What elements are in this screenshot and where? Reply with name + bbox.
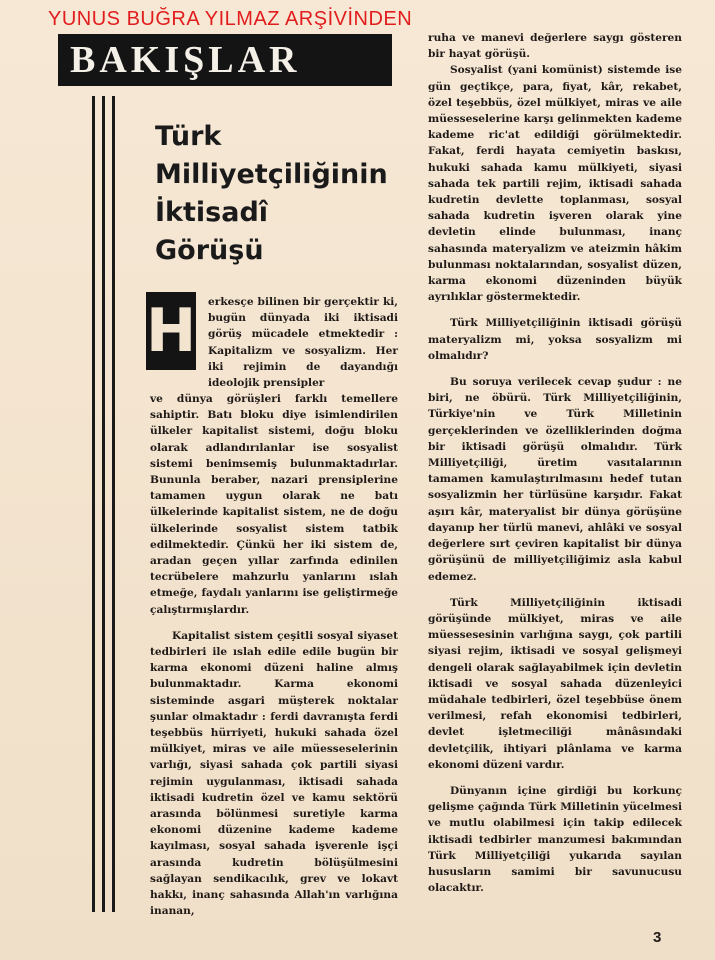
archive-watermark: YUNUS BUĞRA YILMAZ ARŞİVİNDEN [48,8,413,30]
paragraph: Bu soruya verilecek cevap şudur : ne biri, ne öbürü. Türk Milliyetçiliğinin, Türkiye'nin ve Türk Milletinin gerçeklerinden ve özelliklerinden doğma bir iktisadi görüşü olmalıdır. Türk Milliyetçiliği, üretim vasıtalarının tamamen kamulaştırılmasını hedef tutan sosyalizmin her türlüsüne karşıdır. Fakat aşırı kâr, materyalist bir dünya görüşüne dayanıp her türlü manevi, ahlâki ve sosyal değerlere sırt çeviren kapitalist bir dünya görüşünü de milliyetçiliğimiz asla kabul edemez. [428,376,682,583]
decorative-rule [102,96,105,912]
paragraph: Sosyalist (yani komünist) sistemde ise gün geçtikçe, para, fiyat, kâr, rekabet, özel teşebbüs, özel mülkiyet, miras ve aile müesseselerine karşı gelinmekten kademe kademe ric'at edildiği görülmektedir. Fakat, ferdi hayata cemiyetin baskısı, hukuki sahada kamu mülkiyeti, siyasi sahada tek partili rejim, iktisadi sahada kudretin devlette toplanması, sosyal sahada kudretin işveren olarak yine devletin elinde bulunması, inanç sahasında materyalizm ve ateizmin hâkim bulunması noktalarından, sosyalist düzen, karma ekonomi düzeninden büyük ayrılıklar göstermektedir. [428,64,682,304]
decorative-rule [92,96,95,912]
paragraph: Türk Milliyetçiliğinin iktisadi görüşü materyalizm mi, yoksa sosyalizm mi olmalıdır? [428,317,682,362]
intro-paragraph-beside-dropcap [208,294,398,391]
paragraph: Kapitalist sistem çeşitli sosyal siyaset tedbirleri ile ıslah edile edile bugün bir karma ekonomi düzeni haline almış bulunmaktadır. Karma ekonomi sisteminde asgari müşterek noktalar şunlar olmaktadır : ferdi davranışta ferdi teşebbüs hürriyeti, hukuki sahada özel mülkiyet, miras ve aile müesseselerinin varlığı, siyasi sahada çok partili siyasi rejimin uygulanması, iktisadi sahada iktisadi kudretin özel ve kamu sektörü arasında bölünmesi suretiyle karma ekonomi düzenine kademe kademe kayılması, sosyal sahada işverenle işçi arasında kudretin bölüşülmesini sağlayan sendikacılık, grev ve lokavt hakkı, inanç sahasında Allah'ın varlığına inanan, [150,629,398,918]
paragraph: erkesçe bilinen bir gerçektir ki, bugün dünyada iki iktisadi görüş mücadele etmektedir : Kapitalizm ve sosyalizm. Her iki rejimin de dayandığı ideolojik prensipler [208,296,398,390]
paragraph: ve dünya görüşleri farklı temellere sahiptir. Batı bloku diye isimlendirilen ülkeler kapitalist sistemi, doğu bloku olarak adlandırılanlar ise sosyalist sistemi benimsemiş bulunmaktadırlar. Bununla beraber, nazari prensiplerine tamamen uygun olarak ne batı ülkelerinde kapitalist sistem, ne de doğu ülkelerinde sosyalist sistem tatbik edilmektedir. Çünkü her iki sistem de, aradan geçen yıllar zarfında edinilen tecrübelere mahzurlu yanlarını ıslah etmeğe, faydalı yanlarını ise geliştirmeğe çalıştırmışlardır. [150,393,398,616]
drop-cap: H [146,292,196,370]
article-title [155,118,388,270]
page-number: 3 [653,929,662,946]
section-banner: BAKIŞLAR [58,34,392,86]
title-line: Milliyetçiliğinin [155,159,388,190]
paragraph: Türk Milliyetçiliğinin iktisadi görüşünde mülkiyet, miras ve aile müessesesinin varlığına saygı, çok partili siyasi rejim, iktisadi ve sosyal gelişmeyi dengeli olarak sağlayabilmek için devletin iktisadi ve sosyal sahada düzenleyici müdahale tedbirleri, özel teşebbüse önem verilmesi, refah ekonomisi tedbirleri, devlet işletmeciliği mânâsındaki devletçilik, ihtiyari plânlama ve karma ekonomi düzeni vardır. [428,596,682,771]
paragraph: ruha ve manevi değerlere saygı gösteren bir hayat görüşü. [428,32,682,61]
paragraph: Dünyanın içine girdiği bu korkunç gelişme çağında Türk Milletinin yücelmesi ve mutlu olabilmesi için takip edilecek iktisadi tedbirler manzumesi bakımından Türk Milliyetçiliği yukarıda sayılan hususların samimi bir savunucusu olacaktır. [428,784,682,895]
title-line: Türk [155,121,222,152]
title-line: İktisadî [155,197,269,228]
left-column [150,391,398,920]
decorative-rule [112,96,115,912]
right-column [428,30,682,896]
title-line: Görüşü [155,235,264,266]
